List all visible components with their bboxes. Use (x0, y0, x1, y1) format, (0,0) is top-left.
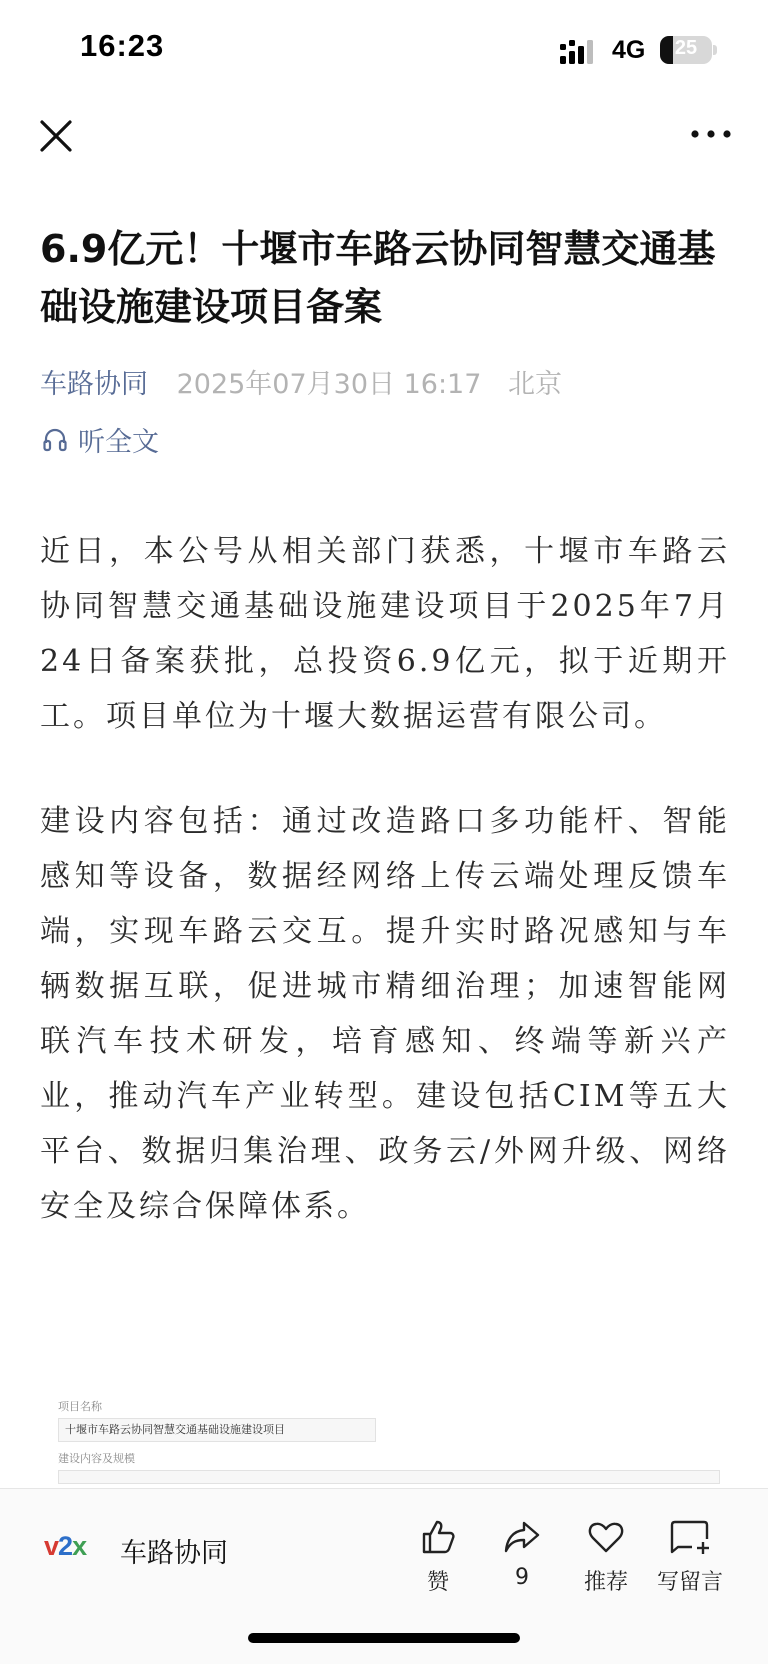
recommend-label: 推荐 (583, 1570, 628, 1595)
like-button[interactable] (398, 1517, 478, 1596)
headphones-icon (42, 427, 68, 453)
article-body (40, 524, 730, 1284)
cellular-signal-icon (560, 40, 596, 64)
battery-icon (660, 36, 712, 64)
close-icon[interactable] (36, 116, 76, 156)
status-bar (0, 0, 768, 100)
image-field-label: 建设内容及规模 (58, 1452, 135, 1465)
article-image[interactable] (52, 1390, 728, 1490)
image-field-label: 项目名称 (58, 1400, 102, 1413)
comment-button[interactable] (650, 1517, 730, 1596)
publish-date: 2025年07月30日 16:17 (176, 369, 482, 400)
thumbs-up-icon (418, 1517, 458, 1557)
share-count: 9 (515, 1565, 529, 1590)
more-icon[interactable] (690, 126, 732, 142)
listen-label: 听全文 (78, 427, 159, 458)
image-field-box (58, 1470, 720, 1484)
image-field-value: 十堰市车路云协同智慧交通基础设施建设项目 (58, 1418, 376, 1442)
recommend-button[interactable] (566, 1517, 646, 1596)
home-indicator[interactable] (248, 1633, 520, 1643)
share-icon (502, 1517, 542, 1557)
battery-percent: 25 (674, 37, 698, 59)
paragraph: 建设内容包括：通过改造路口多功能杆、智能感知等设备，数据经网络上传云端处理反馈车端，实现车路云交互。提升实时路况感知与车辆数据互联，促进城市精细治理；加速智能网联汽车技术研发，培育感知、终端等新兴产业，推动汽车产业转型。建设包括CIM等五大平台、数据归集治理、政务云/外网升级、网络安全及综合保障体系。 (40, 804, 730, 1224)
share-button[interactable] (482, 1517, 562, 1590)
comment-icon (668, 1517, 712, 1557)
heart-icon (586, 1517, 626, 1557)
account-name[interactable]: 车路协同 (120, 1538, 228, 1569)
article-title: 6.9亿元！十堰市车路云协同智慧交通基础设施建设项目备案 (40, 227, 716, 329)
comment-label: 写留言 (656, 1570, 723, 1595)
network-type: 4G (612, 36, 646, 64)
account-link[interactable]: 车路协同 (40, 369, 148, 400)
article-meta (40, 362, 562, 401)
account-logo[interactable]: v2x (44, 1531, 87, 1561)
paragraph: 近日，本公号从相关部门获悉，十堰市车路云协同智慧交通基础设施建设项目于2025年7月24日备案获批，总投资6.9亿元，拟于近期开工。项目单位为十堰大数据运营有限公司。 (40, 534, 730, 734)
status-time: 16:23 (80, 28, 165, 63)
listen-full-button[interactable] (42, 420, 159, 459)
publish-location: 北京 (508, 369, 563, 400)
battery-tip (713, 45, 717, 55)
like-label: 赞 (426, 1570, 449, 1595)
